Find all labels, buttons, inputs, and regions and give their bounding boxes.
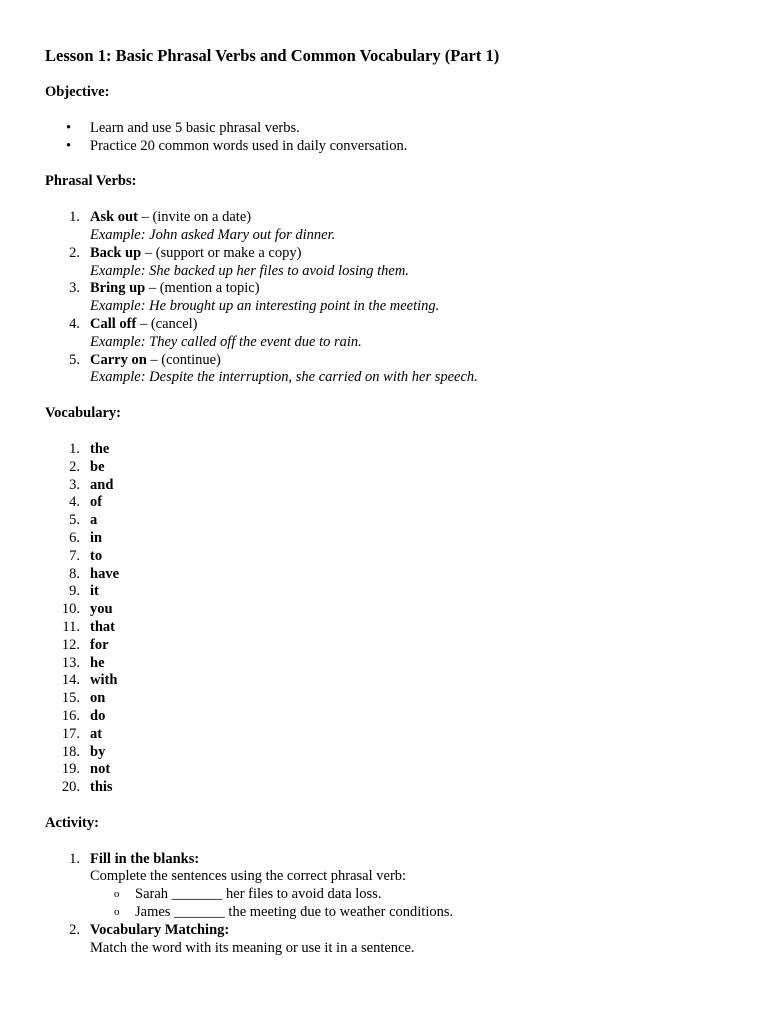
objective-item [45,138,723,156]
phrasal-verb: Carry on [90,351,147,368]
item-number: 7. [69,547,80,564]
phrasal-verb-example: Example: Despite the interruption, she carried on with her speech. [90,369,478,386]
vocabulary-item [45,477,723,495]
objective-heading: Objective: [45,84,110,100]
phrasal-verbs-list [45,209,723,387]
activity-sub-list [90,886,723,922]
phrasal-verb-meaning: – (invite on a date) [137,209,252,226]
objective-item-text: Learn and use 5 basic phrasal verbs. [90,119,300,136]
item-number: 15. [61,690,80,707]
phrasal-verb-example: Example: She backed up her files to avoid losing them. [90,262,409,279]
phrasal-verb-meaning: – (support or make a copy) [141,244,302,261]
vocabulary-word: with [90,672,118,689]
item-number: 2. [69,244,80,261]
vocabulary-item [45,637,723,655]
vocabulary-item [45,459,723,477]
phrasal-verb-example: Example: John asked Mary out for dinner. [90,226,336,243]
item-number: 2. [69,458,80,475]
vocabulary-word: he [90,654,105,671]
vocabulary-item [45,512,723,530]
activity-instruction: Complete the sentences using the correct phrasal verb: [90,868,407,885]
vocabulary-item [45,672,723,690]
vocabulary-item [45,601,723,619]
phrasal-verb-example: Example: He brought up an interesting point in the meeting. [90,298,440,315]
phrasal-verb: Bring up [90,280,146,297]
activity-title: Vocabulary Matching: [90,921,230,938]
vocabulary-word: that [90,618,115,635]
item-number: 8. [69,565,80,582]
phrasal-verb: Back up [90,244,142,261]
item-number: 18. [61,743,80,760]
vocabulary-word: in [90,529,103,546]
phrasal-verbs-heading: Phrasal Verbs: [45,173,137,190]
objective-item [45,120,723,138]
activity-sub-item [90,886,723,904]
item-number: 10. [61,601,80,618]
item-number: 6. [69,529,80,546]
activity-heading: Activity: [45,814,99,831]
vocabulary-list [45,441,723,797]
item-number: 3. [69,280,80,297]
vocabulary-word: it [90,583,99,600]
item-number: 9. [69,583,80,600]
vocabulary-word: a [90,512,98,529]
vocabulary-word: on [90,690,106,707]
vocabulary-item [45,655,723,673]
bullet-icon: • [66,137,72,154]
vocabulary-item [45,708,723,726]
vocabulary-word: you [90,601,113,618]
item-number: 1. [69,209,80,226]
phrasal-verb-meaning: – (mention a topic) [145,280,260,297]
phrasal-verb: Ask out [90,209,138,226]
phrasal-verb-meaning: – (continue) [146,351,221,368]
vocabulary-item [45,726,723,744]
item-number: 16. [61,707,80,724]
activity-item [45,922,723,958]
vocabulary-word: not [90,761,111,778]
phrasal-verb: Call off [90,315,137,332]
circle-bullet-icon: o [114,906,120,919]
phrasal-verb-example: Example: They called off the event due to rain. [90,333,362,350]
activity-sub-item [90,904,723,922]
phrasal-verb-item [45,209,723,245]
vocabulary-word: to [90,547,103,564]
vocabulary-item [45,530,723,548]
item-number: 5. [69,351,80,368]
phrasal-verb-item [45,352,723,388]
vocabulary-item [45,619,723,637]
vocabulary-word: have [90,565,119,582]
vocabulary-word: this [90,779,113,796]
activity-item [45,851,723,922]
vocabulary-item [45,690,723,708]
item-number: 1. [69,850,80,867]
item-number: 13. [61,654,80,671]
vocabulary-word: the [90,440,110,457]
phrasal-verb-item [45,316,723,352]
vocabulary-item [45,744,723,762]
circle-bullet-icon: o [114,888,120,901]
vocabulary-heading: Vocabulary: [45,405,121,422]
objective-item-text: Practice 20 common words used in daily conversation. [90,137,408,154]
item-number: 19. [61,761,80,778]
vocabulary-item [45,494,723,512]
vocabulary-word: of [90,494,103,511]
item-number: 14. [61,672,80,689]
vocabulary-item [45,566,723,584]
phrasal-verb-meaning: – (cancel) [136,315,198,332]
activity-instruction: Match the word with its meaning or use it in a sentence. [90,939,415,956]
bullet-icon: • [66,119,72,136]
objective-list [45,120,723,156]
vocabulary-item [45,441,723,459]
item-number: 4. [69,315,80,332]
item-number: 11. [62,618,80,635]
vocabulary-word: at [90,725,103,742]
vocabulary-word: do [90,707,106,724]
item-number: 20. [61,779,80,796]
vocabulary-item [45,583,723,601]
item-number: 12. [61,636,80,653]
activity-sub-item-text: Sarah _______ her files to avoid data loss. [135,886,382,903]
vocabulary-word: by [90,743,106,760]
item-number: 4. [69,494,80,511]
activity-list [45,851,723,958]
activity-sub-item-text: James _______ the meeting due to weather conditions. [135,904,454,921]
vocabulary-word: for [90,636,109,653]
vocabulary-item [45,779,723,797]
activity-title: Fill in the blanks: [90,850,200,867]
vocabulary-word: and [90,476,114,493]
phrasal-verb-item [45,280,723,316]
phrasal-verb-item [45,245,723,281]
item-number: 1. [69,440,80,457]
page-title: Lesson 1: Basic Phrasal Verbs and Common Vocabulary (Part 1) [45,46,500,65]
item-number: 2. [69,921,80,938]
vocabulary-word: be [90,458,105,475]
item-number: 5. [69,512,80,529]
item-number: 3. [69,476,80,493]
vocabulary-item [45,761,723,779]
vocabulary-item [45,548,723,566]
item-number: 17. [61,725,80,742]
